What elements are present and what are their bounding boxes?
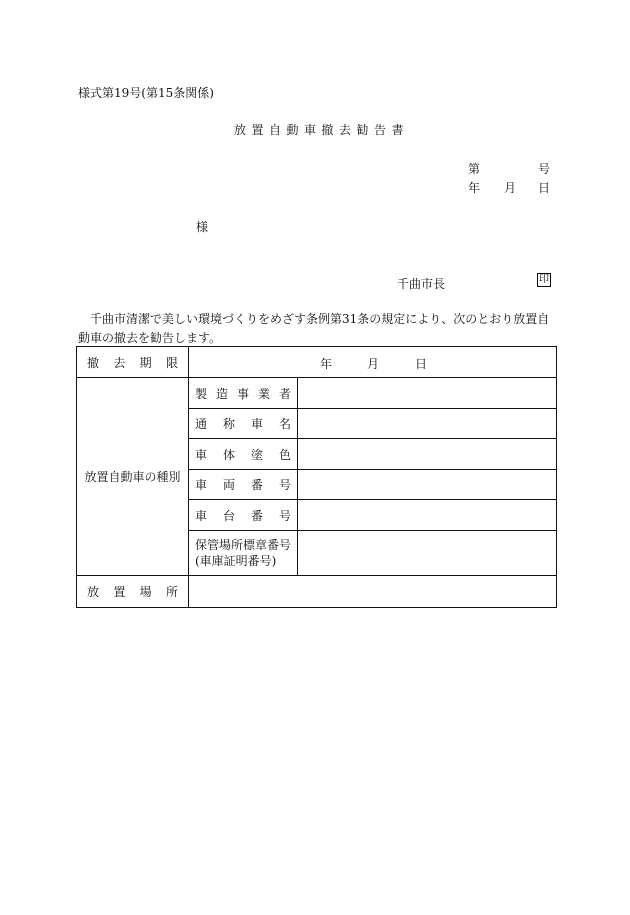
chassis-number-field[interactable] [298, 500, 557, 531]
table-row [77, 378, 557, 409]
manufacturer-label: 製造事業者 [189, 378, 298, 409]
deadline-label: 撤去期限 [77, 347, 189, 378]
date-day: 日 [538, 181, 551, 195]
issuer-name: 千曲市長 [397, 277, 446, 291]
storage-label-label [189, 531, 298, 576]
document-number-suffix: 号 [538, 162, 551, 176]
body-text: 千曲市清潔で美しい環境づくりをめざす条例第31条の規定により、次のとおり放置自動車の撤去を勧告します。 [78, 312, 550, 345]
common-name-label: 通称車名 [189, 409, 298, 439]
document-number-prefix: 第 [468, 162, 481, 176]
table-row [77, 347, 557, 378]
chassis-number-label: 車台番号 [189, 500, 298, 531]
manufacturer-field[interactable] [298, 378, 557, 409]
body-color-field[interactable] [298, 439, 557, 470]
addressee-honorific: 様 [196, 220, 209, 234]
form-table [76, 346, 557, 608]
storage-label-line1: 保管場所標章番号 [195, 538, 292, 552]
deadline-day: 日 [415, 357, 428, 371]
seal-mark: 印 [539, 274, 549, 285]
common-name-field[interactable] [298, 409, 557, 439]
deadline-year: 年 [320, 357, 333, 371]
document-title: 放置自動車撤去勧告書 [234, 123, 410, 137]
body-color-label: 車体塗色 [189, 439, 298, 470]
deadline-month: 月 [367, 357, 380, 371]
form-number: 様式第19号(第15条関係) [78, 86, 214, 100]
location-label: 放置場所 [77, 576, 189, 608]
location-field[interactable] [189, 576, 557, 608]
plate-number-label: 車両番号 [189, 470, 298, 500]
storage-label-field[interactable] [298, 531, 557, 576]
plate-number-field[interactable] [298, 470, 557, 500]
deadline-date-field[interactable] [189, 347, 557, 378]
vehicle-type-label: 放置自動車の種別 [77, 378, 189, 576]
table-row [77, 576, 557, 608]
date-month: 月 [504, 181, 517, 195]
storage-label-line2: (車庫証明番号) [195, 554, 277, 568]
date-year: 年 [468, 181, 481, 195]
